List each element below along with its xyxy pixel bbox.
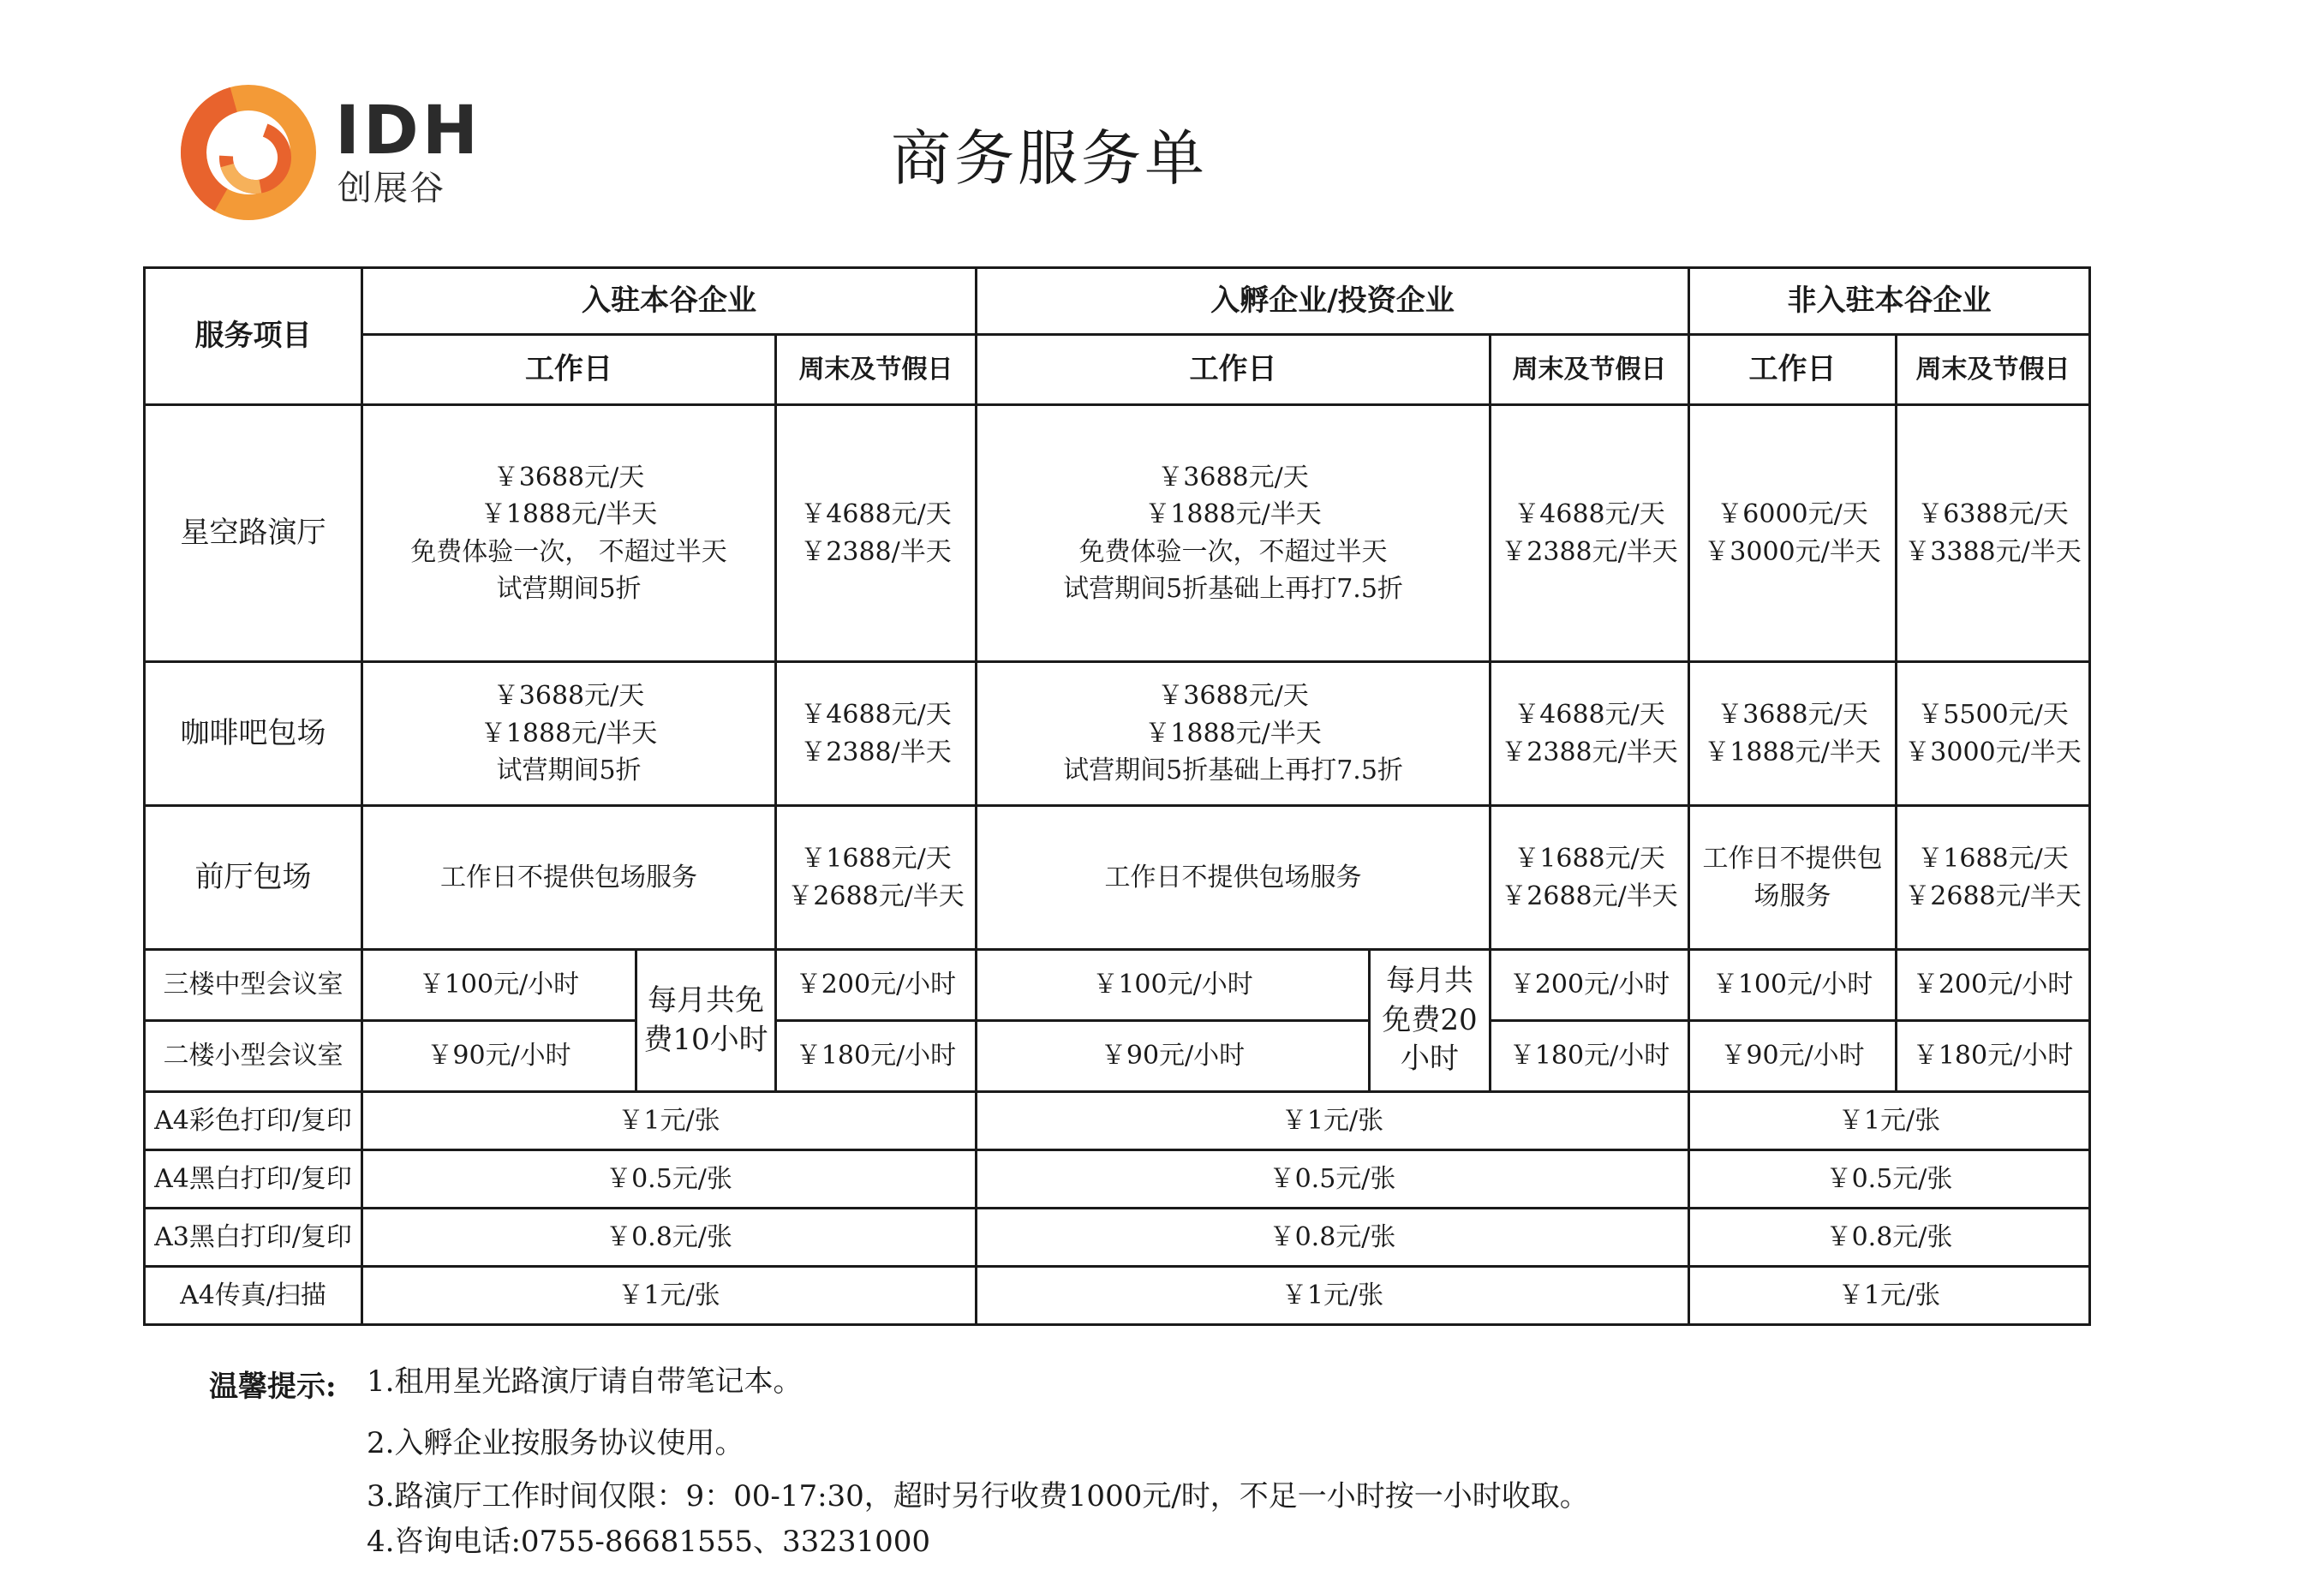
price-cell: ￥90元/小时: [362, 1021, 636, 1092]
price-cell: ￥0.5元/张: [977, 1150, 1689, 1209]
header-workday: 工作日: [977, 335, 1491, 405]
header-group-incubated: 入孵企业/投资企业: [977, 268, 1689, 335]
price-cell: ￥1元/张: [977, 1092, 1689, 1150]
price-cell: ￥180元/小时: [1491, 1021, 1689, 1092]
header-weekend: 周末及节假日: [1897, 335, 2090, 405]
price-cell: ￥100元/小时: [977, 950, 1370, 1021]
header-weekend: 周末及节假日: [1491, 335, 1689, 405]
price-cell: 工作日不提供包 场服务: [1689, 806, 1897, 950]
header-group-nonresident: 非入驻本谷企业: [1689, 268, 2090, 335]
price-cell: ￥1元/张: [362, 1267, 977, 1325]
price-cell: ￥0.8元/张: [977, 1209, 1689, 1267]
price-cell: 工作日不提供包场服务: [977, 806, 1491, 950]
header-workday: 工作日: [362, 335, 776, 405]
price-cell: ￥4688元/天 ￥2388元/半天: [1491, 405, 1689, 662]
price-cell: ￥4688元/天 ￥2388元/半天: [1491, 662, 1689, 806]
price-cell: ￥3688元/天 ￥1888元/半天 免费体验一次，不超过半天 试营期间5折基础上再打7.5折: [977, 405, 1491, 662]
price-cell: ￥6388元/天 ￥3388元/半天: [1897, 405, 2090, 662]
tips-label: 温馨提示:: [209, 1370, 337, 1404]
price-cell: ￥90元/小时: [977, 1021, 1370, 1092]
free-hours-cell: 每月共免 费10小时: [636, 950, 776, 1092]
price-cell: ￥1元/张: [1689, 1092, 2090, 1150]
header-group-resident: 入驻本谷企业: [362, 268, 977, 335]
row-label-starry-hall: 星空路演厅: [145, 405, 362, 662]
logo-abbreviation: IDH: [335, 93, 482, 170]
header-service-item: 服务项目: [145, 268, 362, 405]
price-cell: ￥180元/小时: [1897, 1021, 2090, 1092]
price-cell: ￥200元/小时: [776, 950, 977, 1021]
logo-chinese-name: 创展谷: [338, 169, 445, 208]
price-cell: ￥1元/张: [1689, 1267, 2090, 1325]
row-label-a3-bw: A3黑白打印/复印: [145, 1209, 362, 1267]
price-cell: ￥1元/张: [362, 1092, 977, 1150]
price-cell: ￥4688元/天 ￥2388/半天: [776, 662, 977, 806]
price-cell: ￥3688元/天 ￥1888元/半天: [1689, 662, 1897, 806]
row-label-a4-color: A4彩色打印/复印: [145, 1092, 362, 1150]
price-cell: ￥0.5元/张: [362, 1150, 977, 1209]
price-cell: ￥180元/小时: [776, 1021, 977, 1092]
tip-item: 2.入孵企业按服务协议使用。: [367, 1426, 744, 1460]
price-cell: ￥1688元/天 ￥2688元/半天: [776, 806, 977, 950]
row-label-meeting-mid: 三楼中型会议室: [145, 950, 362, 1021]
row-label-cafe: 咖啡吧包场: [145, 662, 362, 806]
price-cell: ￥6000元/天 ￥3000元/半天: [1689, 405, 1897, 662]
row-label-fax: A4传真/扫描: [145, 1267, 362, 1325]
row-label-meeting-small: 二楼小型会议室: [145, 1021, 362, 1092]
row-label-lobby: 前厅包场: [145, 806, 362, 950]
tip-item: 4.咨询电话:0755-86681555、33231000: [367, 1525, 931, 1559]
price-cell: ￥0.5元/张: [1689, 1150, 2090, 1209]
header-workday: 工作日: [1689, 335, 1897, 405]
price-cell: ￥3688元/天 ￥1888元/半天 试营期间5折基础上再打7.5折: [977, 662, 1491, 806]
price-cell: ￥100元/小时: [1689, 950, 1897, 1021]
tip-item: 3.路演厅工作时间仅限：9：00-17:30，超时另行收费1000元/时，不足一小时按一小时收取。: [367, 1479, 1589, 1513]
logo-ring-icon: [178, 82, 319, 223]
price-cell: ￥3688元/天 ￥1888元/半天 试营期间5折: [362, 662, 776, 806]
company-logo: [178, 82, 641, 236]
service-price-table: [143, 266, 2091, 1326]
price-cell: ￥5500元/天 ￥3000元/半天: [1897, 662, 2090, 806]
price-cell: ￥200元/小时: [1897, 950, 2090, 1021]
row-label-a4-bw: A4黑白打印/复印: [145, 1150, 362, 1209]
price-cell: ￥3688元/天 ￥1888元/半天 免费体验一次， 不超过半天 试营期间5折: [362, 405, 776, 662]
price-cell: ￥100元/小时: [362, 950, 636, 1021]
price-cell: ￥0.8元/张: [362, 1209, 977, 1267]
price-cell: ￥90元/小时: [1689, 1021, 1897, 1092]
price-cell: ￥4688元/天 ￥2388/半天: [776, 405, 977, 662]
price-cell: 工作日不提供包场服务: [362, 806, 776, 950]
price-cell: ￥1元/张: [977, 1267, 1689, 1325]
document-title: 商务服务单: [891, 123, 1208, 194]
tip-item: 1.租用星光路演厅请自带笔记本。: [367, 1364, 803, 1399]
header-weekend: 周末及节假日: [776, 335, 977, 405]
free-hours-cell: 每月共 免费20 小时: [1370, 950, 1491, 1092]
price-cell: ￥200元/小时: [1491, 950, 1689, 1021]
price-cell: ￥0.8元/张: [1689, 1209, 2090, 1267]
price-cell: ￥1688元/天 ￥2688元/半天: [1491, 806, 1689, 950]
price-cell: ￥1688元/天 ￥2688元/半天: [1897, 806, 2090, 950]
